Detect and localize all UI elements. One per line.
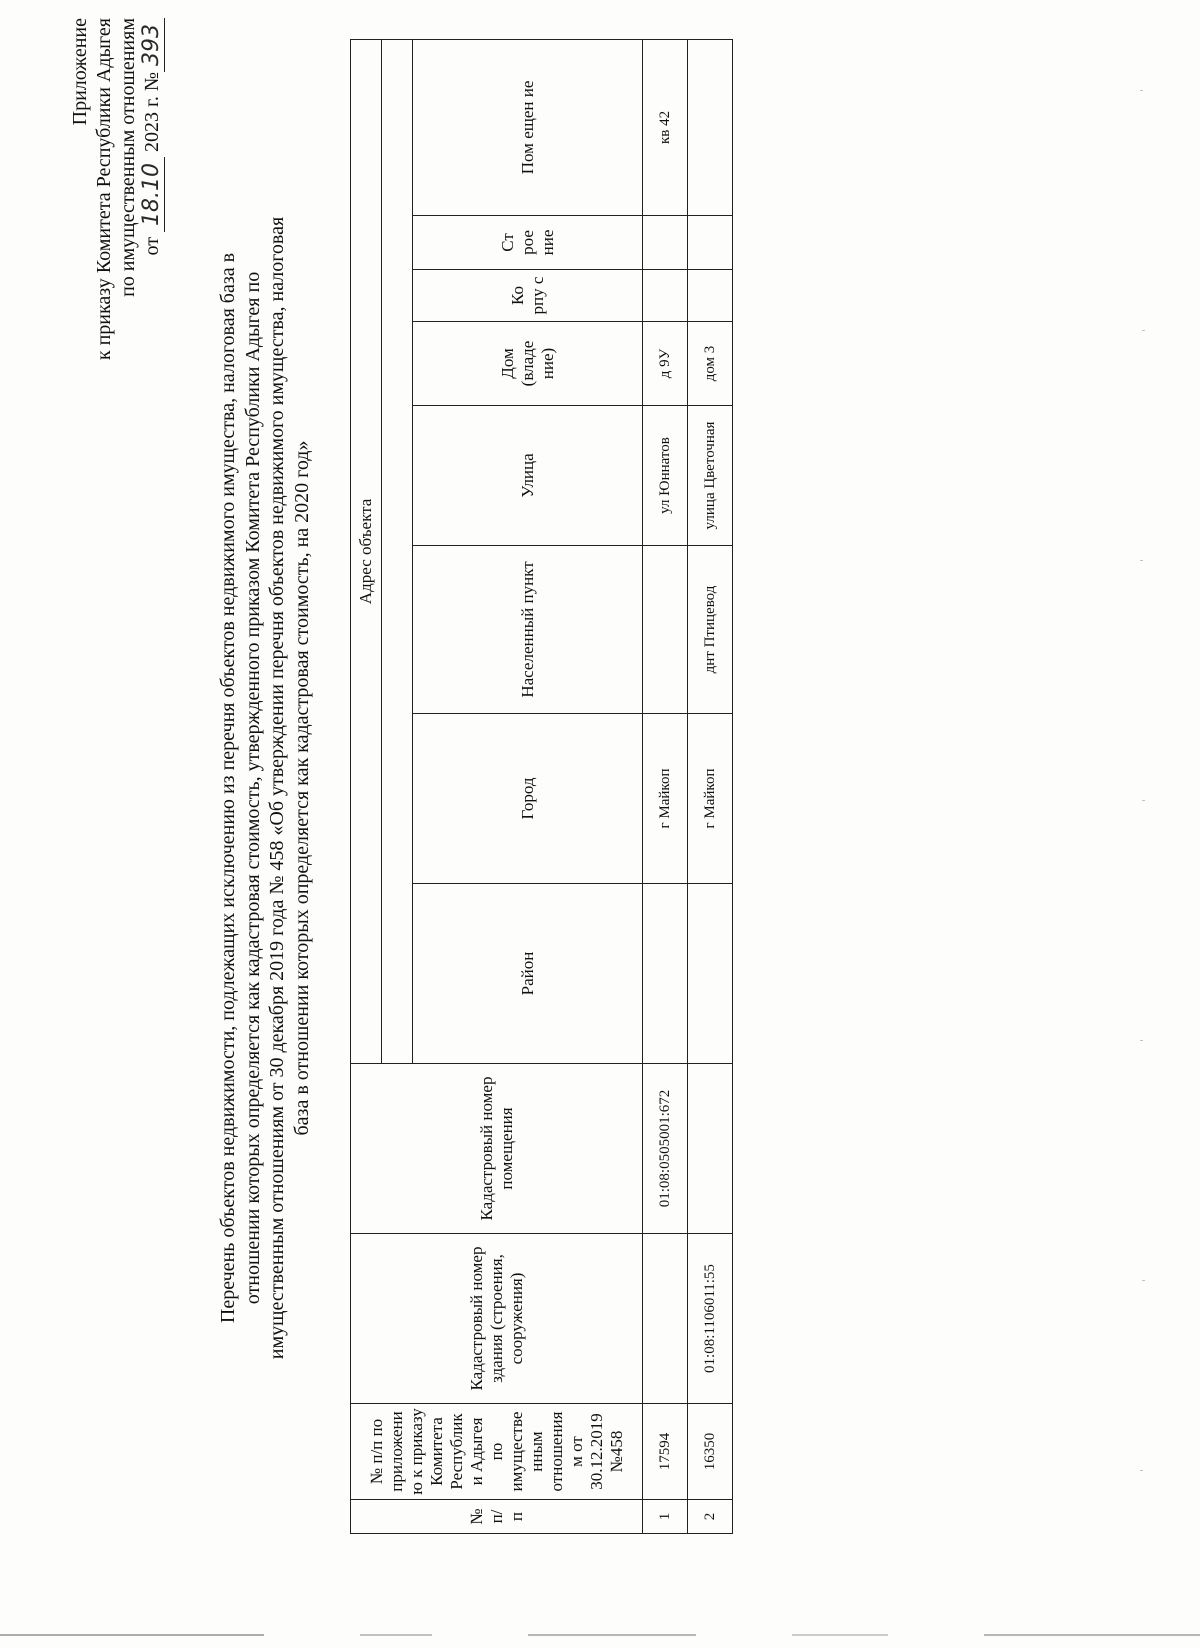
header-appendix-num: № п/п по приложени ю к приказу Комитета Республик и Адыгея по имуществе нным отношения м от 30.12.2019 №458 [351, 1404, 643, 1500]
document-title [216, 98, 314, 1478]
cell-korpus [643, 270, 688, 322]
cell-street: ул Юннатов [643, 406, 688, 546]
cell-room-cadastral [688, 1064, 733, 1234]
scan-speck [1140, 1040, 1143, 1041]
title-line-2: отношении которых определяется как кадастровая стоимость, утвержденного приказом Комитета Республики Адыгея по [241, 271, 264, 1305]
number-prefix: № [141, 72, 163, 92]
appendix-date-line [140, 18, 164, 360]
scan-bottom-edge [0, 1634, 1200, 1636]
cell-stroenie [688, 216, 733, 270]
scan-speck [1140, 560, 1143, 561]
header-city: Город [413, 714, 643, 884]
cell-district [688, 884, 733, 1064]
appendix-order-line: к приказу Комитета Республики Адыгея [93, 18, 115, 361]
title-line-1: Перечень объектов недвижимости, подлежащих исключению из перечня объектов недвижимого имущества, налоговая база в [217, 252, 239, 1324]
cell-building-cadastral: 01:08:1106011:55 [688, 1234, 733, 1404]
title-line-3: имущественным отношениям от 30 декабря 2019 года № 458 «Об утверждении перечня объектов недвижимого имущества, налоговая [266, 216, 288, 1360]
title-line-4: база в отношении которых определяется как кадастровая стоимость, на 2020 год» [290, 440, 313, 1136]
handwritten-number: 393 [139, 18, 165, 72]
header-stroenie: Ст рое ние [413, 216, 643, 270]
cell-num: 2 [688, 1500, 733, 1534]
appendix-committee-line: по имущественным отношениям [117, 18, 139, 297]
cell-house: д 9У [643, 322, 688, 406]
cell-pomeshchenie [688, 39, 733, 215]
cell-settlement [643, 546, 688, 714]
cell-city: г Майкоп [688, 714, 733, 884]
cell-pomeshchenie: кв 42 [643, 39, 688, 215]
cell-appendix-num: 17594 [643, 1404, 688, 1500]
header-num: № п/ п [351, 1500, 643, 1534]
header-pomeshchenie: Пом ещен ие [413, 39, 643, 215]
cell-appendix-num: 16350 [688, 1404, 733, 1500]
header-korpus: Ко рпу с [413, 270, 643, 322]
header-house: Дом (владе ние) [413, 322, 643, 406]
header-room-cadastral: Кадастровый номер помещения [351, 1064, 643, 1234]
cell-num: 1 [643, 1500, 688, 1534]
cell-district [643, 884, 688, 1064]
cell-room-cadastral: 01:08:0505001:672 [643, 1064, 688, 1234]
scan-speck [1142, 800, 1145, 801]
cell-settlement: днт Птицевод [688, 546, 733, 714]
scan-speck [1140, 1470, 1143, 1471]
handwritten-date: 18.10 [139, 157, 165, 232]
appendix-header [68, 18, 164, 360]
header-building-cadastral: Кадастровый номер здания (строения, сооружения) [351, 1234, 643, 1404]
header-address-group: Адрес объекта [351, 39, 382, 1063]
cell-building-cadastral [643, 1234, 688, 1404]
table-row [643, 39, 688, 1533]
header-district: Район [413, 884, 643, 1064]
header-settlement: Населенный пункт [413, 546, 643, 714]
cell-korpus [688, 270, 733, 322]
rotated-document-sheet [48, 8, 1068, 1568]
objects-table [350, 39, 733, 1534]
year-text: 2023 г. [141, 96, 163, 153]
date-prefix: от [141, 237, 163, 256]
header-address-spacer [382, 39, 413, 1063]
header-street: Улица [413, 406, 643, 546]
cell-stroenie [643, 216, 688, 270]
scan-speck [1142, 1280, 1145, 1281]
appendix-title: Приложение [69, 18, 91, 126]
scan-speck [1142, 330, 1145, 331]
cell-city: г Майкоп [643, 714, 688, 884]
table-row [688, 39, 733, 1533]
scan-speck [1140, 90, 1143, 91]
cell-street: улица Цветочная [688, 406, 733, 546]
cell-house: дом 3 [688, 322, 733, 406]
header-row-top [351, 39, 382, 1533]
